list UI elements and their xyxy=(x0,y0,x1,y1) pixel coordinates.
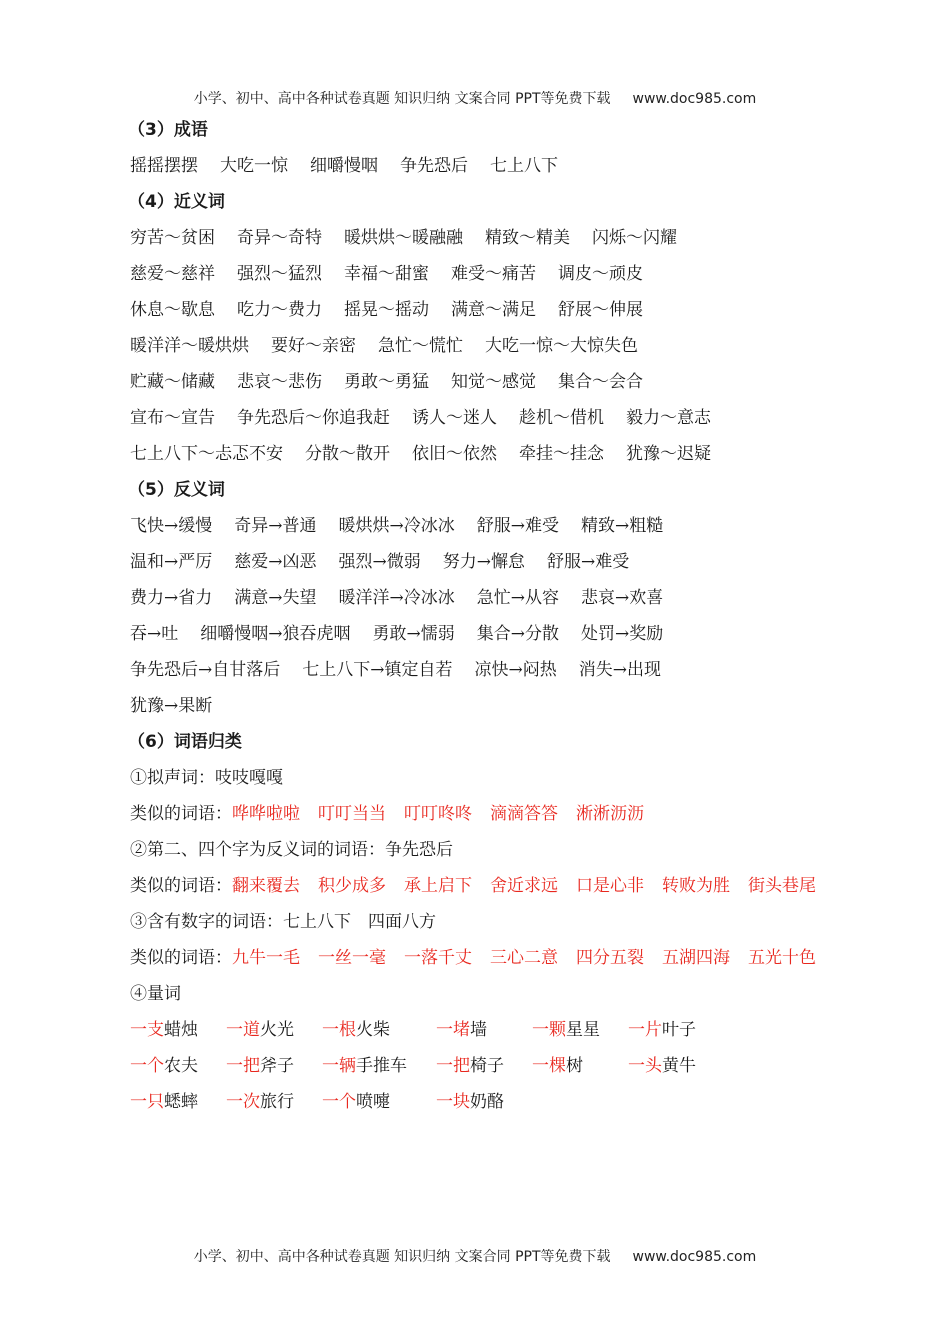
synonym-row xyxy=(130,256,892,292)
measure-noun: 火光 xyxy=(260,1020,294,1040)
synonym-pair: 难受～痛苦 xyxy=(451,264,536,284)
measure-noun: 树 xyxy=(566,1056,583,1076)
synonym-pair: 悲哀～悲伤 xyxy=(237,372,322,392)
similar-word: 转败为胜 xyxy=(662,876,730,896)
measure-item xyxy=(226,1084,322,1120)
similar-label: 类似的词语： xyxy=(130,876,232,896)
similar-word: 翻来覆去 xyxy=(232,876,300,896)
measure-classifier: 把 xyxy=(453,1056,470,1076)
similar-word: 四分五裂 xyxy=(576,948,644,968)
synonym-pair: 要好～亲密 xyxy=(271,336,356,356)
synonyms-list xyxy=(92,220,892,472)
antonym-pair: 吞→吐 xyxy=(130,624,179,644)
synonym-pair: 大吃一惊～大惊失色 xyxy=(485,336,638,356)
antonym-pair: 消失→出现 xyxy=(578,660,661,680)
measure-classifier: 道 xyxy=(243,1020,260,1040)
section-classification-title: （6）词语归类 xyxy=(128,732,242,752)
synonym-pair: 犹豫～迟疑 xyxy=(626,444,711,464)
idioms-list xyxy=(92,148,892,184)
measure-numeral: 一 xyxy=(226,1020,243,1040)
antonym-pair: 凉快→闷热 xyxy=(474,660,557,680)
measure-classifier: 片 xyxy=(645,1020,662,1040)
antonym-pair: 努力→懈怠 xyxy=(442,552,525,572)
antonym-row xyxy=(130,580,892,616)
antonym-pair: 细嚼慢咽→狼吞虎咽 xyxy=(200,624,351,644)
document-body xyxy=(92,112,892,1120)
page-header xyxy=(0,88,950,108)
synonym-pair: 急忙～慌忙 xyxy=(378,336,463,356)
measure-classifier: 颗 xyxy=(549,1020,566,1040)
measure-numeral: 一 xyxy=(436,1092,453,1112)
page-footer xyxy=(0,1246,950,1266)
antonym-pair: 温和→严厉 xyxy=(130,552,213,572)
similar-word: 叮叮咚咚 xyxy=(404,804,472,824)
synonym-row xyxy=(130,364,892,400)
antonym-pair: 奇异→普通 xyxy=(234,516,317,536)
synonym-row xyxy=(130,400,892,436)
measure-numeral: 一 xyxy=(322,1020,339,1040)
measure-noun: 农夫 xyxy=(164,1056,198,1076)
measure-item xyxy=(322,1048,436,1084)
similar-word: 街头巷尾 xyxy=(748,876,816,896)
synonym-pair: 依旧～依然 xyxy=(412,444,497,464)
synonym-row xyxy=(130,292,892,328)
measure-item xyxy=(436,1084,532,1120)
synonym-pair: 调皮～顽皮 xyxy=(558,264,643,284)
antonym-pair: 强烈→微弱 xyxy=(338,552,421,572)
synonym-pair: 牵挂～挂念 xyxy=(519,444,604,464)
similar-label: 类似的词语： xyxy=(130,948,232,968)
similar-word: 五光十色 xyxy=(748,948,816,968)
measure-numeral: 一 xyxy=(130,1020,147,1040)
footer-url: www.doc985.com xyxy=(632,1249,757,1265)
measure-item xyxy=(628,1048,696,1084)
measure-noun: 墙 xyxy=(470,1020,487,1040)
measure-row xyxy=(130,1048,892,1084)
synonym-pair: 贮藏～储藏 xyxy=(130,372,215,392)
measure-item xyxy=(628,1012,696,1048)
similar-word: 一落千丈 xyxy=(404,948,472,968)
measure-item xyxy=(130,1012,226,1048)
measure-words-label: ④量词 xyxy=(130,984,181,1004)
measure-noun: 斧子 xyxy=(260,1056,294,1076)
measure-noun: 旅行 xyxy=(260,1092,294,1112)
measure-classifier: 把 xyxy=(243,1056,260,1076)
measure-numeral: 一 xyxy=(532,1056,549,1076)
synonym-pair: 摇晃～摇动 xyxy=(344,300,429,320)
measure-numeral: 一 xyxy=(628,1020,645,1040)
similar-word: 哗哗啦啦 xyxy=(232,804,300,824)
antonym-pair: 集合→分散 xyxy=(476,624,559,644)
similar-label: 类似的词语： xyxy=(130,804,232,824)
synonym-row xyxy=(130,220,892,256)
measure-words-list xyxy=(92,1012,892,1120)
footer-text: 小学、初中、高中各种试卷真题 知识归纳 文案合同 PPT等免费下载 xyxy=(193,1249,611,1265)
antonym-pair: 七上八下→镇定自若 xyxy=(302,660,453,680)
measure-row xyxy=(130,1084,892,1120)
measure-item xyxy=(436,1012,532,1048)
section-antonyms-title: （5）反义词 xyxy=(128,480,225,500)
idioms-row xyxy=(130,148,892,184)
antonym-row xyxy=(130,544,892,580)
measure-numeral: 一 xyxy=(532,1020,549,1040)
synonym-pair: 慈爱～慈祥 xyxy=(130,264,215,284)
antonym-row xyxy=(130,508,892,544)
synonym-pair: 幸福～甜蜜 xyxy=(344,264,429,284)
measure-item xyxy=(130,1048,226,1084)
antonym-chars-label: ②第二、四个字为反义词的词语：争先恐后 xyxy=(130,840,453,860)
antonym-pair: 犹豫→果断 xyxy=(130,696,213,716)
measure-item xyxy=(130,1084,226,1120)
measure-numeral: 一 xyxy=(226,1092,243,1112)
onomatopoeia-label: ①拟声词：吱吱嘎嘎 xyxy=(130,768,283,788)
section-synonyms-title: （4）近义词 xyxy=(128,192,225,212)
similar-word: 滴滴答答 xyxy=(490,804,558,824)
antonym-pair: 飞快→缓慢 xyxy=(130,516,213,536)
antonym-pair: 暖烘烘→冷冰冰 xyxy=(338,516,455,536)
measure-classifier: 支 xyxy=(147,1020,164,1040)
measure-row xyxy=(130,1012,892,1048)
antonyms-list xyxy=(92,508,892,724)
idiom-item: 争先恐后 xyxy=(400,156,468,176)
synonym-pair: 强烈～猛烈 xyxy=(237,264,322,284)
synonym-pair: 争先恐后～你追我赶 xyxy=(237,408,390,428)
synonym-pair: 休息～歇息 xyxy=(130,300,215,320)
measure-noun: 蜡烛 xyxy=(164,1020,198,1040)
number-words-similar xyxy=(92,940,862,976)
section-idioms-title: （3）成语 xyxy=(128,120,208,140)
antonym-pair: 慈爱→凶恶 xyxy=(234,552,317,572)
similar-word: 积少成多 xyxy=(318,876,386,896)
synonym-pair: 穷苦～贫困 xyxy=(130,228,215,248)
antonym-row xyxy=(130,616,892,652)
idiom-item: 大吃一惊 xyxy=(220,156,288,176)
measure-classifier: 只 xyxy=(147,1092,164,1112)
header-url: www.doc985.com xyxy=(632,91,757,107)
measure-numeral: 一 xyxy=(628,1056,645,1076)
antonym-row xyxy=(130,688,892,724)
measure-classifier: 块 xyxy=(453,1092,470,1112)
similar-word: 三心二意 xyxy=(490,948,558,968)
measure-numeral: 一 xyxy=(130,1056,147,1076)
measure-item xyxy=(532,1012,628,1048)
idiom-item: 七上八下 xyxy=(490,156,558,176)
measure-item xyxy=(532,1048,628,1084)
measure-classifier: 堵 xyxy=(453,1020,470,1040)
measure-item xyxy=(322,1012,436,1048)
similar-word: 五湖四海 xyxy=(662,948,730,968)
measure-numeral: 一 xyxy=(322,1056,339,1076)
antonym-pair: 急忙→从容 xyxy=(476,588,559,608)
antonym-pair: 满意→失望 xyxy=(234,588,317,608)
similar-word: 舍近求远 xyxy=(490,876,558,896)
measure-noun: 火柴 xyxy=(356,1020,390,1040)
synonym-row xyxy=(130,328,892,364)
antonym-pair: 舒服→难受 xyxy=(547,552,630,572)
synonym-pair: 毅力～意志 xyxy=(626,408,711,428)
measure-noun: 星星 xyxy=(566,1020,600,1040)
onomatopoeia-similar xyxy=(92,796,892,832)
measure-noun: 叶子 xyxy=(662,1020,696,1040)
antonym-pair: 舒服→难受 xyxy=(476,516,559,536)
synonym-pair: 精致～精美 xyxy=(485,228,570,248)
antonym-pair: 悲哀→欢喜 xyxy=(581,588,664,608)
synonym-pair: 奇异～奇特 xyxy=(237,228,322,248)
synonym-pair: 宣布～宣告 xyxy=(130,408,215,428)
antonym-pair: 勇敢→懦弱 xyxy=(372,624,455,644)
measure-classifier: 棵 xyxy=(549,1056,566,1076)
antonym-pair: 暖洋洋→冷冰冰 xyxy=(338,588,455,608)
similar-word: 淅淅沥沥 xyxy=(576,804,644,824)
synonym-pair: 知觉～感觉 xyxy=(451,372,536,392)
header-text: 小学、初中、高中各种试卷真题 知识归纳 文案合同 PPT等免费下载 xyxy=(193,91,611,107)
measure-numeral: 一 xyxy=(436,1056,453,1076)
synonym-pair: 集合～会合 xyxy=(558,372,643,392)
measure-noun: 喷嚏 xyxy=(356,1092,390,1112)
antonym-pair: 争先恐后→自甘落后 xyxy=(130,660,281,680)
measure-numeral: 一 xyxy=(322,1092,339,1112)
measure-numeral: 一 xyxy=(436,1020,453,1040)
measure-classifier: 根 xyxy=(339,1020,356,1040)
measure-noun: 黄牛 xyxy=(662,1056,696,1076)
measure-noun: 蟋蟀 xyxy=(164,1092,198,1112)
measure-item xyxy=(436,1048,532,1084)
measure-classifier: 辆 xyxy=(339,1056,356,1076)
measure-noun: 奶酪 xyxy=(470,1092,504,1112)
antonym-chars-similar xyxy=(92,868,862,904)
number-words-label: ③含有数字的词语：七上八下 四面八方 xyxy=(130,912,436,932)
measure-item xyxy=(226,1048,322,1084)
measure-item xyxy=(322,1084,436,1120)
similar-word: 口是心非 xyxy=(576,876,644,896)
measure-classifier: 个 xyxy=(339,1092,356,1112)
synonym-pair: 舒展～伸展 xyxy=(558,300,643,320)
synonym-pair: 诱人～迷人 xyxy=(412,408,497,428)
antonym-pair: 处罚→奖励 xyxy=(581,624,664,644)
synonym-row xyxy=(130,436,892,472)
measure-numeral: 一 xyxy=(130,1092,147,1112)
measure-classifier: 次 xyxy=(243,1092,260,1112)
measure-numeral: 一 xyxy=(226,1056,243,1076)
synonym-pair: 暖洋洋～暖烘烘 xyxy=(130,336,249,356)
synonym-pair: 分散～散开 xyxy=(305,444,390,464)
synonym-pair: 满意～满足 xyxy=(451,300,536,320)
antonym-pair: 精致→粗糙 xyxy=(581,516,664,536)
synonym-pair: 闪烁～闪耀 xyxy=(592,228,677,248)
idiom-item: 摇摇摆摆 xyxy=(130,156,198,176)
similar-word: 一丝一毫 xyxy=(318,948,386,968)
antonym-pair: 费力→省力 xyxy=(130,588,213,608)
measure-classifier: 个 xyxy=(147,1056,164,1076)
synonym-pair: 七上八下～忐忑不安 xyxy=(130,444,283,464)
similar-word: 九牛一毛 xyxy=(232,948,300,968)
similar-word: 叮叮当当 xyxy=(318,804,386,824)
antonym-row xyxy=(130,652,892,688)
synonym-pair: 暖烘烘～暖融融 xyxy=(344,228,463,248)
measure-item xyxy=(226,1012,322,1048)
measure-classifier: 头 xyxy=(645,1056,662,1076)
measure-noun: 手推车 xyxy=(356,1056,407,1076)
measure-noun: 椅子 xyxy=(470,1056,504,1076)
synonym-pair: 吃力～费力 xyxy=(237,300,322,320)
synonym-pair: 趁机～借机 xyxy=(519,408,604,428)
idiom-item: 细嚼慢咽 xyxy=(310,156,378,176)
similar-word: 承上启下 xyxy=(404,876,472,896)
synonym-pair: 勇敢～勇猛 xyxy=(344,372,429,392)
